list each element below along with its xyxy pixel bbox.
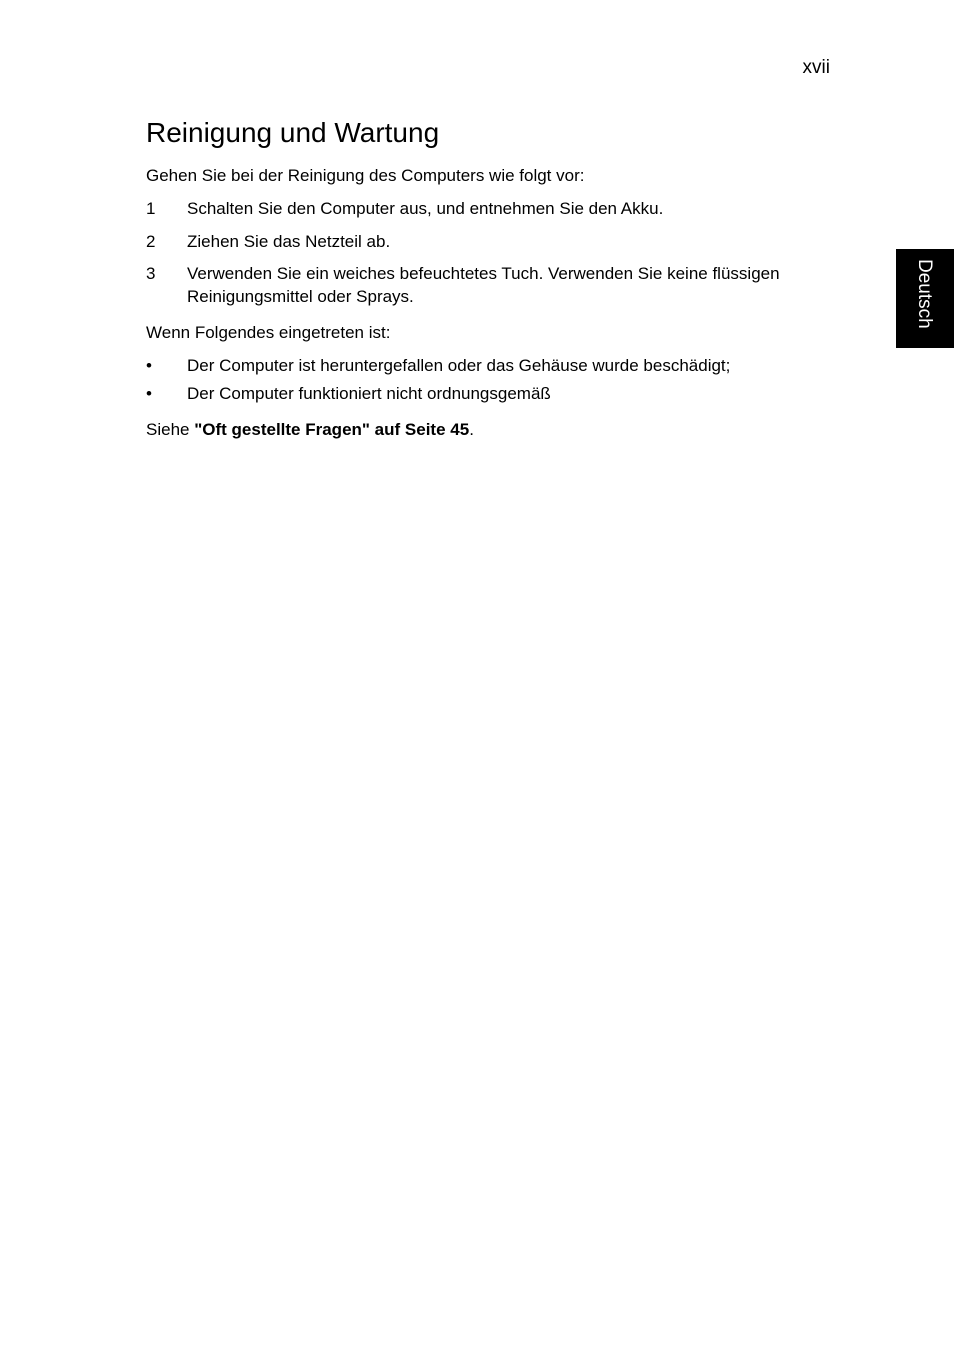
reference-text (146, 419, 474, 441)
step-number: 3 (146, 264, 156, 283)
reference-suffix: . (469, 420, 474, 439)
step-number: 2 (146, 232, 156, 251)
step-line: Schalten Sie den Computer aus, und entnehmen Sie den Akku. (187, 199, 664, 218)
step-line: Ziehen Sie das Netzteil ab. (187, 232, 391, 251)
step-line: Reinigungsmittel oder Sprays. (187, 287, 414, 306)
step-text (187, 230, 846, 253)
reference-prefix: Siehe (146, 420, 195, 439)
step-number: 1 (146, 199, 156, 218)
intro-text: Gehen Sie bei der Reinigung des Computers wie folgt vor: (146, 166, 585, 185)
step-item (146, 230, 846, 253)
step-line: Verwenden Sie ein weiches befeuchtetes Tuch. Verwenden Sie keine flüssigen (187, 264, 780, 283)
step-item (146, 197, 846, 220)
bullet-marker: • (146, 356, 152, 375)
bullet-item (146, 382, 846, 405)
page-number: xvii (802, 57, 830, 78)
conditions-intro: Wenn Folgendes eingetreten ist: (146, 323, 391, 342)
bullet-text: Der Computer funktioniert nicht ordnungsgemäß (187, 384, 551, 403)
section-title: Reinigung und Wartung (146, 117, 440, 148)
step-text (187, 262, 846, 308)
reference-link[interactable]: "Oft gestellte Fragen" auf Seite 45 (194, 420, 470, 439)
bullet-marker: • (146, 384, 152, 403)
language-tab (896, 249, 954, 348)
step-item (146, 262, 846, 308)
language-tab-label: Deutsch (914, 259, 935, 329)
bullet-item (146, 354, 846, 377)
step-text (187, 197, 846, 220)
bullet-text: Der Computer ist heruntergefallen oder das Gehäuse wurde beschädigt; (187, 356, 731, 375)
